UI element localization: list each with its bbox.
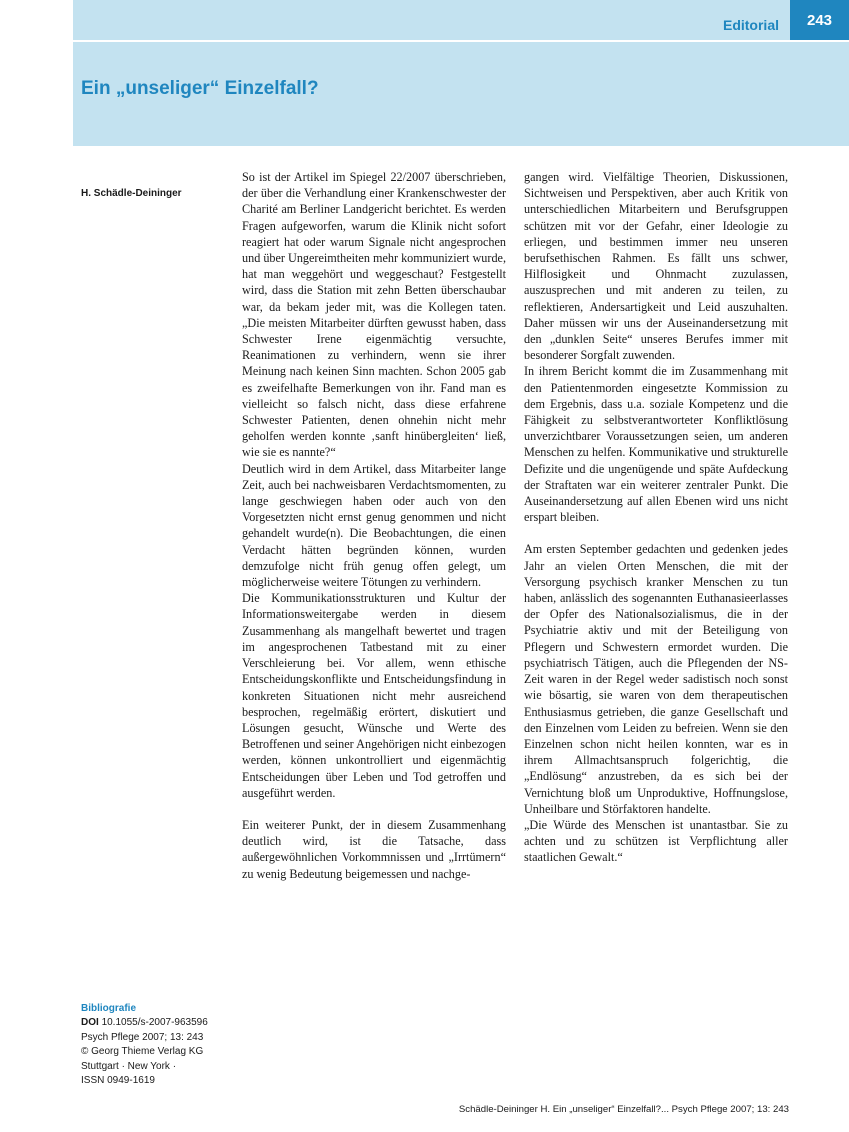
journal-citation: Psych Pflege 2007; 13: 243 (81, 1031, 204, 1043)
section-label: Editorial (722, 17, 779, 33)
page-number: 243 (790, 0, 849, 40)
paragraph: Die Kommunikationsstrukturen und Kultur der Informationsweitergabe werden in diesem Zusammenhang als mangelhaft bewertet und tragen im angesprochenen Tatbestand mit zu einer Verschleierung bei. Vor allem, wenn ethische Entscheidungskonflikte und Entscheidungsfindung in konkreten Situationen nicht mehr ausreichend besprochen, regelmäßig erörtert, diskutiert und Lösungen gesucht, Wünsche und Werte des Betroffenen und seiner Angehörigen nicht einbezogen werden, können unkontrolliert und eigenmächtig Entscheidungen über Leben und Tod getroffen und ausgeführt werden. (242, 591, 506, 800)
paragraph: Am ersten September gedachten und gedenken jedes Jahr an vielen Orten Menschen, die mit der Versorgung psychisch kranker Menschen zu tun haben, anlässlich des sogenannten Euthanasieerlasses der Opfer des Nationalsozialismus, die in der Psychiatrie aktiv und mit der Beteiligung von Pflegern und Schwestern ermordet wurden. Die psychiatrisch Tätigen, auch die Pflegenden der NS-Zeit waren in der Regel weder sadistisch noch sonst wie bösartig, sie waren von dem therapeutischen Enthusiasmus getrieben, die ganze Gesellschaft und den Einzelnen vom Leiden zu befreien. Wenn sie den Einzelnen schon nicht heilen konnten, war es in ihrem Allmachtsanspruch folgerichtig, die „Endlösung“ anzustreben, da es sich bei der Vernichtung bloß um Unproduktive, Hoffnungslose, Unheilbare und Störfaktoren handelte. (524, 542, 788, 816)
paragraph: So ist der Artikel im Spiegel 22/2007 überschrieben, der über die Verhandlung einer Krankenschwester der Charité am Berliner Landgericht berichtet. Es werden Fragen aufgeworfen, warum die Klinik nicht sofort reagiert hat oder warum Signale nicht angesprochen und über Ungereimtheiten mehr kommuniziert wurde, hat man weggehört und weggeschaut? Festgestellt wird, dass die Station mit zehn Betten überschaubar war, da bekam jeder mit, was die Kollegen taten. „Die meisten Mitarbeiter dürften gewusst haben, dass Schwester Irene eigenmächtig versuchte, Reanimationen zu verhindern, wenn sie ihrer Meinung nach keinen Sinn machten. Schon 2005 gab es zweifelhafte Bemerkungen von ihr. Fand man es vielleicht so falsch nicht, dass diese erfahrene Schwester Patienten, denen ohnehin nicht mehr geholfen werden konnte ‚sanft hinübergleiten‘ ließ, wie sie es nannte?“ (242, 170, 506, 460)
paragraph: In ihrem Bericht kommt die im Zusammenhang mit den Patientenmorden eingesetzte Kommission zu dem Ergebnis, dass u.a. soziale Kompetenz und die Fähigkeit zu selbstverantworteter Konfliktlösung unverzichtbarer Voraussetzungen seien, um anderen Menschen zu helfen. Kommunikative und strukturelle Defizite und die ungenügende und späte Aufdeckung der Straftaten war ein weiterer zentraler Punkt. Die Auseinandersetzung auf allen Ebenen wird uns nicht erspart bleiben. (524, 364, 788, 525)
doi-line (81, 1016, 208, 1030)
paragraph: Deutlich wird in dem Artikel, dass Mitarbeiter lange Zeit, auch bei nachweisbaren Verdachtsmomenten, zu lange geschwiegen haben oder auch von den Vorgesetzten nicht ernst genug genommen und nicht gehandelt wurde(n). Die Beobachtungen, die einen Verdacht hätten begründen können, wurden demzufolge nicht früh genug offen gelegt, um möglicherweise weitere Tötungen zu verhindern. (242, 461, 506, 590)
copyright-line: © Georg Thieme Verlag KG (81, 1046, 204, 1058)
paragraph: gangen wird. Vielfältige Theorien, Diskussionen, Sichtweisen und Perspektiven, aber auch Kritik von unterschiedlichen Mitarbeitern und Berufsgruppen schützen mit vor der Gefahr, einer Ideologie zu erliegen, und bestimmen immer neu unseren berufsethischen Rahmen. Es fällt uns schwer, Hilflosigkeit und Ohnmacht zuzulassen, auszusprechen und mit anderen zu teilen, zu reflektieren, Andersartigkeit und Leid auszuhalten. Daher müssen wir uns der Auseinandersetzung mit den „dunklen Seite“ unseres Berufes immer mit besonderer Sorgfalt zuwenden. (524, 170, 788, 363)
article-title: Ein „unseliger“ Einzelfall? (81, 78, 319, 99)
doi-label: DOI (81, 1017, 99, 1029)
issn-line: ISSN 0949-1619 (81, 1075, 155, 1087)
publisher-location: Stuttgart · New York · (81, 1060, 177, 1072)
author-name: H. Schädle-Deininger (81, 188, 182, 199)
text-column-right (524, 169, 788, 866)
text-column-left (242, 169, 506, 882)
title-band (73, 42, 849, 146)
paragraph: Ein weiterer Punkt, der in diesem Zusammenhang deutlich wird, ist die Tatsache, dass außergewöhnlichen Vorkommnissen und „Irrtümern“ zu wenig Bedeutung beigemessen und nachge- (242, 817, 506, 881)
doi-value: 10.1055/s-2007-963596 (101, 1017, 208, 1029)
bibliography-heading: Bibliografie (81, 1003, 137, 1014)
paragraph: „Die Würde des Menschen ist unantastbar. Sie zu achten und zu schützen ist Verpflichtung aller staatlichen Gewalt.“ (524, 817, 788, 865)
page-footer-citation: Schädle-Deininger H. Ein „unseliger“ Einzelfall?... Psych Pflege 2007; 13: 243 (458, 1104, 789, 1115)
bibliography-block (81, 1002, 208, 1088)
